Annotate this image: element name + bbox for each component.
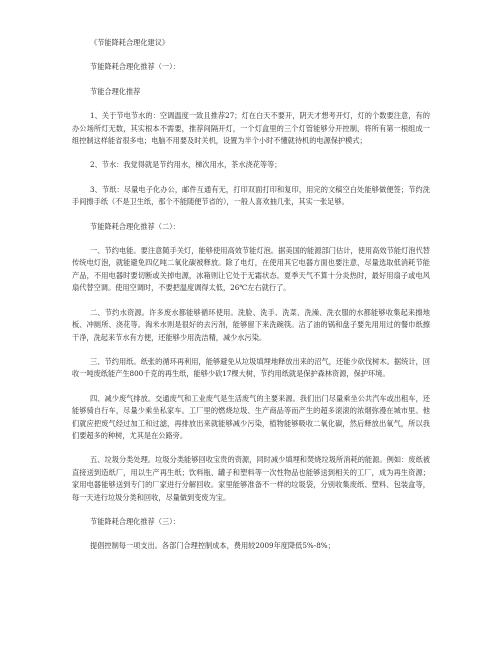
- section-heading-2: 节能降耗合理化推荐（二）：: [90, 221, 180, 231]
- paragraph-2: 2、节水：我觉得就是节约用水，梯次用水，茶水浇花等等；: [90, 160, 282, 170]
- section-heading-1: 节能降耗合理化推荐（一）：: [90, 62, 180, 72]
- paragraph-3: 3、节纸：尽量电子化办公，邮件互通有无，打印双面打印和复印，用完的文稿空白处能够做便签；节约洗手间擦手纸（不是卫生纸，那个不能随便节省的），一般人喜欢抽几张，其实一张足够。: [72, 184, 430, 207]
- document-title: 《节能降耗合理化建议》: [90, 38, 170, 47]
- paragraph-6: 三、节约用纸。纸张的循环再利用，能够避免从垃圾填埋地释放出来的沼气，还能少砍伐树木。据统计，回收一吨废纸能产生800千克的再生纸，能够少砍17棵大树，节约用纸就是保护森林资源，保护环境。: [72, 356, 430, 379]
- paragraph-7: 四、减少废气排放。交通废气和工业废气是生活废气的主要来源。我们出门尽量乘坐公共汽车或出租车，还能够骑自行车，尽量少乘坐私家车。工厂里的燃烧垃圾、生产商品等而产生的超多滚滚的浓烟弥漫在城市里。他们就应把废气经过加工和过滤，再排放出来就能够减少污染，植物能够吸收二氧化碳，然后释放出氧气，所以我们要超多的种树，尤其是在公路旁。: [72, 393, 430, 440]
- sub-heading-1: 节能合理化推荐: [90, 86, 141, 96]
- paragraph-5: 二、节约水资源。许多废水都能够循环使用。洗脸、洗手、洗菜、洗澡、洗衣服的水都能够收集起来擦地板、冲厕所、浇花等。淘米水则是很好的去污剂，能够留下来洗碗筷。沾了油的锅和盘子要先用用过的餐巾纸擦干净，洗起来节水有方便，还能够少用洗洁精，减少水污染。: [72, 307, 430, 342]
- paragraph-9: 提倡控制每一项支出。各部门合理控制成本，费用较2009年度降低5%-8%；: [90, 541, 335, 551]
- paragraph-4: 一、节约电能。要注意随手关灯，能够使用高效节能灯泡。据美国的能源部门估计，使用高效节能灯泡代替传统电灯泡，就能避免四亿吨二氧化碳被释放。除了电灯，在使用其它电器方面也要注意，尽量选取低消耗节能产品，不用电器时要切断或关掉电源，冰箱则让它处于无霜状态。夏季天气不算十分炎热时，最好用扇子或电风扇代替空调。使用空调时，不要把温度调得太低，26℃左右就行了。: [72, 246, 430, 293]
- paragraph-1: 1、关于节电节水的：空调温度一致且推荐27；灯在白天不要开，阴天才想考开灯，灯的个数要注意，有的办公场所灯无数，其实根本不需要，推荐间隔开灯，一个灯盒里的三个灯管能够分开控制，将所有第一根组成一组控制这样能省很多电；电脑不用要及时关机，设置为半个小时不懂就待机的电源保护模式；: [72, 111, 430, 146]
- paragraph-8: 五、垃圾分类处理。垃圾分类能够回收宝贵的资源，同时减少填埋和焚烧垃圾所消耗的能源。例如：废纸被直接送到造纸厂，用以生产再生纸；饮料瓶、罐子和塑料等一次性物品也能够送到相关的工厂，成为再生资源；家用电器能够送到专门的厂家进行分解回收。家里能够准备不一样的垃圾袋，分别收集废纸、塑料、包装盒等，每一天进行垃圾分类和回收，尽量做到变废为宝。: [72, 455, 430, 502]
- section-heading-3: 节能降耗合理化推荐（三）：: [90, 516, 180, 526]
